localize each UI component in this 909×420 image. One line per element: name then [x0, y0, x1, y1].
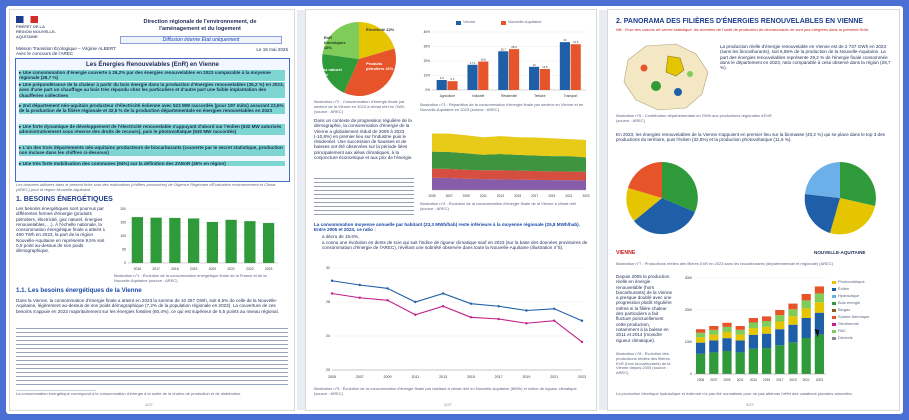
- map-point-2: [674, 88, 682, 96]
- page-3: [608, 10, 899, 410]
- chart5-y-tick: 3000: [684, 276, 692, 281]
- chart5-bar-segment: [788, 342, 797, 374]
- contrib-line: Avec le concours de l'AREC: [16, 51, 74, 56]
- summary-bullet-2: ▸ Une prépondérance de la chaleur à partir du bois énergie dans la production d'énergies renouvelables (35,2 %) en 2023, avec d'une part un chauffage au bois très répandu chez les particuliers et d'autre part une faible implantation des chaufferies collectives: [19, 82, 284, 98]
- section-1-text: Les besoins énergétiques sont pourvus par différentes formes d'énergie (produits pétroliers, électricité, gaz naturel, énergies renouvelables, ...). À l'échelle nationale, la consommation énergétique finale a atteint 1 490 TWh en 2023, la part de la région Nouvelle-Aquitaine en représente 9,5% soit 0,5 point au-dessus de son poids démographique.: [16, 206, 106, 254]
- chart5-bar-segment: [749, 322, 758, 328]
- chart2-data-label: 31,6: [572, 40, 579, 45]
- chart1-x-tick: 2021: [227, 267, 235, 271]
- chart1-y-tick: 0: [124, 261, 126, 266]
- legend-swatch-1: [832, 281, 836, 284]
- caption-2: Illustration n°2 : Consommation d'énergie finale par secteur de la Vienne en 2023 à climat réel en GWh (source : AREC): [314, 99, 405, 114]
- summary-bullet-5: ▸ L'un des trois départements néo-aquitains producteurs de biocarburants (couverte par le secret statistique, production non incluse dans les chiffres ci-dessous): [19, 145, 285, 156]
- chart2-data-label: 19,6: [480, 57, 487, 62]
- chart5-bar-segment: [736, 335, 745, 341]
- chart4-x-tick: 2017: [494, 375, 503, 379]
- chart5-bar-segment: [775, 345, 784, 374]
- caption-6: Illustration n°6 : Contribution départementale en GWh aux productions régionales d'EnR (source : AREC): [616, 113, 772, 123]
- legend-item-1: Photovoltaïque: [838, 279, 865, 284]
- chart4-x-tick: 2009: [383, 375, 392, 379]
- chart2-x-tick: Transport: [563, 94, 578, 98]
- chart4-point: [497, 318, 499, 320]
- chart5-bar-segment: [696, 343, 705, 354]
- chart5-y-tick: 0: [690, 372, 692, 377]
- chart5-y-tick: 2000: [684, 308, 692, 313]
- chart5-bar-segment: [788, 304, 797, 310]
- chart2-bar: [560, 42, 570, 90]
- chart5-bar-segment: [788, 325, 797, 343]
- subsection-1-1-title: 1.1. Les besoins énergétiques de la Vienne: [16, 287, 142, 294]
- chart5-bar-segment: [815, 293, 824, 302]
- legend-swatch-9: [832, 337, 836, 340]
- chart5-bar-segment: [815, 302, 824, 313]
- page-1-footnote: La consommation énergétique correspond à la consommation d'énergie à la sortie de la chaîne de production et de distribution.: [16, 391, 242, 396]
- chart5-bar-segment: [736, 326, 745, 330]
- chart5-bar-segment: [722, 327, 731, 332]
- chart5-bar-segment: [722, 332, 731, 338]
- chart4-point: [386, 287, 388, 289]
- chart5-x-tick: 2017: [776, 378, 784, 382]
- chart5-bar-segment: [775, 310, 784, 315]
- chart4-point: [581, 341, 583, 343]
- region-slice-hydro: [805, 162, 840, 198]
- map-point-3: [641, 65, 648, 72]
- chart4-point: [553, 320, 555, 322]
- chart2-x-tick: Résidentiel: [501, 94, 517, 98]
- page-3-text-1: La production réelle d'énergie renouvelable en Vienne est de 2 737 GWh en 2023 (sans les biocarburants), soit 6,55% de la production de la Nouvelle-Aquitaine. La part des énergies renouvelables représente 29,2 % de l'énergie finale consommée dans le département en 2023, ratio comparable à celui observé dans la région (28,7 %).: [720, 44, 891, 71]
- chart5-bar-segment: [722, 323, 731, 327]
- chart5-bar-segment: [749, 335, 758, 349]
- chart5-bar-segment: [709, 326, 718, 330]
- chart5-bar-segment: [788, 309, 797, 316]
- consumption-area-chart: [420, 122, 590, 200]
- region-pie-chart: [800, 158, 880, 238]
- chart4-x-tick: 2011: [411, 375, 420, 379]
- chart3-x-tick: 2021: [565, 194, 573, 198]
- chart2-data-label: 6,1: [450, 77, 455, 82]
- consumption-bar-chart: [114, 205, 282, 273]
- page-1-number: 1/27: [145, 402, 153, 407]
- section-2-title: 2. PANORAMA DES FILIÈRES D'ÉNERGIES RENOUVELABLES EN VIENNE: [616, 18, 864, 25]
- legend-swatch-5: [832, 309, 836, 312]
- chart1-bar: [263, 223, 274, 263]
- chart4-point: [470, 303, 472, 305]
- page-2-text-lines: [314, 178, 414, 218]
- page-2-text-1: Dans un contexte de progression régulière de la démographie, la consommation d'énergie de la Vienne a globalement réduit de 2005 à 2023 (-10,8%) en premier lieu sur l'industrie puis le résidentiel. Une succession de hausses et de baisses ont été observées sur la période liées principalement aux aléas climatiques, à la conjoncture économique et aux prix de l'énergie.: [314, 118, 413, 161]
- department-map: [616, 42, 714, 112]
- chart2-bar: [529, 67, 539, 90]
- chart5-bar-segment: [709, 330, 718, 335]
- page-1: [10, 10, 294, 410]
- sector-share-bar-chart: [420, 28, 590, 100]
- legend-swatch-vienne: [456, 21, 461, 25]
- pie-label-3: Gaz naturel 19%: [320, 67, 342, 77]
- chart2-x-tick: Industrie: [472, 94, 485, 98]
- chart4-point: [414, 301, 416, 303]
- chart5-bar-segment: [762, 316, 771, 321]
- chart5-bar-segment: [802, 338, 811, 374]
- legend-swatch-4: [832, 302, 836, 305]
- chart5-bar-segment: [696, 354, 705, 374]
- chart5-bar-segment: [749, 349, 758, 374]
- chart5-bar-segment: [775, 329, 784, 345]
- marianne-logo: [16, 16, 38, 23]
- chart2-bar: [509, 49, 519, 90]
- office-title: Direction régionale de l'environnement, de l'aménagement et du logement: [143, 19, 257, 32]
- chart4-x-tick: 2015: [466, 375, 475, 379]
- page-3-note: NB : Pour des raisons de secret statistique, les données de l'unité de production de biocarburants ne sont pas intégrées dans la présente fiche.: [616, 27, 870, 32]
- chart1-bar: [132, 217, 143, 263]
- per-capita-title: La consommation moyenne annuelle par habitant (23,3 MWh/hab) reste inférieure à la moyenne régionale (25,8 MWh/hab). Entre 2005 et 2023, ce ratio :: [314, 222, 580, 233]
- chart5-bar-segment: [722, 351, 731, 374]
- caption-3: Illustration n°3 : Répartition de la consommation d'énergie finale par secteur en Vienne et en Nouvelle-Aquitaine en 2023 (source : AREC): [420, 102, 584, 112]
- chart4-point: [470, 316, 472, 318]
- diffusion-label: Diffusion interne État uniquement: [120, 36, 282, 44]
- legend-vienne: Vienne: [463, 19, 476, 24]
- chart2-bar: [467, 65, 477, 90]
- pie-label-4: EnR thermiques 18%: [324, 35, 346, 50]
- body-text-lines: [16, 328, 288, 386]
- legend-item-9: Déchets: [838, 335, 853, 340]
- legend-swatch-7: [832, 323, 836, 326]
- chart2-y-tick: 30%: [423, 44, 430, 49]
- caption-5: Illustration n°5 : Évolution de la consommation d'énergie finale par habitant à climat réel en Nouvelle-Aquitaine (MWh) et indice de rigueur climatique (source : AREC): [314, 386, 577, 396]
- map-point-1: [651, 81, 661, 91]
- chart4-x-tick: 2005: [328, 375, 336, 379]
- chart4-point: [581, 320, 583, 322]
- chart5-x-tick: 2023: [815, 378, 823, 382]
- summary-bullet-1: ▸ Une consommation d'énergie couverte à 29,2% par des énergies renouvelables en 2023 comparable à la moyenne régionale (28,7 %): [19, 70, 285, 81]
- chart-1-caption: Illustration n°1 : Évolution de la consommation énergétique finale de la France et de la Nouvelle-Aquitaine (source : AREC): [114, 273, 267, 283]
- chart2-data-label: 14,5: [542, 64, 548, 69]
- chart5-bar-segment: [696, 333, 705, 337]
- chart2-bar: [437, 80, 447, 90]
- summary-bullet-6: ▸ Une très forte mobilisation des communes (94%) sur la définition des ZAEnR (46% en région): [19, 161, 285, 166]
- caption-7: Illustration n°7 : Productions réelles des filières EnR en 2023 sans les biocarburants (départementale et régionale) (AREC): [616, 261, 834, 266]
- vienne-pie-chart: [622, 158, 702, 238]
- chart1-x-tick: 2017: [152, 267, 160, 271]
- chart5-bar-segment: [749, 318, 758, 322]
- subsection-1-1-text: Dans la Vienne, la consommation d'énergie finale a atteint en 2023 la somme de 10 257 GWh, soit 6,5% de celle de la Nouvelle-Aquitaine, légèrement au-dessus de son poids démographique (7,2% de la population régionale en 2023). La couverture de ces besoins s'appuie en 2023 majoritairement sur les énergies fossiles (60,4%), ce qui est supérieur de 5,5 points au niveau régional.: [16, 298, 279, 314]
- chart3-x-tick: 2007: [445, 194, 453, 198]
- chart4-x-tick: 2023: [578, 375, 586, 379]
- chart5-x-tick: 2005: [697, 378, 705, 382]
- chart4-x-tick: 2019: [522, 375, 531, 379]
- chart4-point: [331, 280, 333, 282]
- chart4-point: [414, 314, 416, 316]
- chart2-bar: [540, 69, 550, 90]
- chart4-point: [359, 297, 361, 299]
- chart2-y-tick: 10%: [423, 73, 430, 78]
- chart4-point: [386, 299, 388, 301]
- chart3-x-tick: 2009: [462, 194, 470, 198]
- page-2-number: 2/27: [444, 402, 452, 407]
- chart5-x-tick: 2019: [789, 378, 797, 382]
- chart4-point: [359, 284, 361, 286]
- page-3-text-3: Depuis 2005 la production réelle en énergie renouvelable (hors biocarburants) de la Vienne a presque doublé avec une progression plutôt régulière même si la filière chaleur des particuliers a fait fluctuer ponctuellement cette production, notamment à la baisse en 2011 et 2014 (moindre rigueur climatique).: [616, 274, 673, 343]
- chart4-x-tick: 2021: [550, 375, 559, 379]
- bar-legend: [456, 20, 576, 28]
- chart5-bar-segment: [802, 294, 811, 300]
- map-region-shape: [624, 44, 708, 110]
- chart1-y-tick: 200: [120, 207, 126, 212]
- chart1-bar: [151, 218, 162, 263]
- chart1-x-tick: 2022: [246, 267, 254, 271]
- pie-label-1: Électricité 22%: [366, 27, 395, 32]
- chart5-x-tick: 2021: [802, 378, 810, 382]
- legend-swatch-2: [832, 288, 836, 291]
- page-gap-1: [297, 10, 305, 410]
- map-point-4: [687, 71, 693, 77]
- chart4-point: [553, 308, 555, 310]
- chart1-x-tick: 2020: [208, 267, 217, 271]
- chart2-x-tick: Tertiaire: [534, 94, 546, 98]
- chart1-bar: [226, 220, 237, 263]
- chart2-data-label: 33: [563, 38, 567, 43]
- per-capita-line-chart: [316, 262, 588, 382]
- legend-swatch-3: [832, 295, 836, 298]
- chart5-bar-segment: [815, 335, 824, 374]
- chart5-bar-segment: [762, 348, 771, 374]
- legend-item-5: Biogaz: [838, 307, 851, 312]
- chart4-point: [442, 305, 444, 307]
- chart2-x-tick: Agriculture: [439, 94, 456, 98]
- legend-item-8: PAC: [838, 328, 846, 333]
- chart1-bar: [169, 218, 180, 263]
- chart1-x-tick: 2018: [171, 267, 179, 271]
- chart4-point: [525, 309, 527, 311]
- legend-item-6: Solaire thermique: [838, 314, 870, 319]
- document-date: Le 15 mai 2025: [256, 47, 288, 52]
- chart1-bar: [188, 218, 199, 263]
- chart5-x-tick: 2011: [736, 378, 744, 382]
- chart2-bar: [447, 81, 457, 90]
- chart2-data-label: 28,2: [511, 45, 517, 50]
- caption-8: Illustration n°8 : Évolution des productions réelles des filières EnR (hors biocarburants) de la Vienne depuis 2005 (source : AREC): [616, 351, 671, 376]
- chart2-bar: [498, 51, 508, 90]
- chart4-y-tick: 24: [326, 334, 330, 339]
- chart5-bar-segment: [762, 321, 771, 327]
- chart4-point: [331, 292, 333, 294]
- chart5-bar-segment: [762, 334, 771, 348]
- chart2-bar: [478, 62, 488, 90]
- page-3-text-2: En 2023, les énergies renouvelables de la Vienne s'appuient en premier lieu sur la biomasse (40,2 %) qui se place dans le top 3 des productions du territoire, puis l'éolien (32,5%) et la production photovoltaïque (11,6 %).: [616, 132, 885, 143]
- chart5-bar-segment: [762, 327, 771, 334]
- chart1-bar: [244, 221, 255, 263]
- summary-box: [15, 58, 290, 182]
- chart5-bar-segment: [802, 308, 811, 318]
- chart5-bar-segment: [749, 328, 758, 335]
- chart2-data-label: 17,4: [469, 60, 476, 65]
- chart4-y-tick: 32: [326, 266, 330, 271]
- chart5-bar-segment: [722, 338, 731, 351]
- pie-vienne-label: VIENNE: [616, 250, 636, 256]
- chart5-x-tick: 2007: [710, 378, 718, 382]
- chart5-bar-segment: [736, 352, 745, 374]
- page-2: [306, 10, 596, 410]
- chart5-y-tick: 1000: [684, 340, 692, 345]
- chart4-point: [442, 292, 444, 294]
- chart5-bar-segment: [736, 330, 745, 335]
- legend-na: Nouvelle-Aquitaine: [508, 19, 542, 24]
- mission-line: Mission Transition Écologique – Virginie ALBERT: [16, 46, 116, 51]
- page-gap-2: [599, 10, 607, 410]
- chart3-x-tick: 2015: [514, 194, 522, 198]
- chart5-x-tick: 2015: [763, 378, 771, 382]
- chart5-x-tick: 2009: [723, 378, 731, 382]
- document-viewer: [6, 6, 903, 414]
- per-capita-item-1: a décru de 19,6%,: [322, 234, 360, 239]
- chart3-x-tick: 2013: [496, 194, 504, 198]
- chart5-bar-segment: [709, 335, 718, 341]
- caption-4: Illustration n°4 : Évolution de la consommation d'énergie finale de la Vienne à climat réel (source : AREC): [420, 201, 577, 211]
- page-3-number: 3/27: [746, 402, 754, 407]
- data-note: Les données utilisées dans le présent fiche sont des estimations (chiffres provisoires) de l'Agence Régionale d'Évaluation environnement et Climat (AREC) pour la région Nouvelle-Aquitaine.: [16, 182, 276, 192]
- chart4-point: [525, 322, 527, 324]
- chart3-x-tick: 2005: [428, 194, 436, 198]
- chart2-y-tick: 0%: [425, 88, 430, 93]
- chart4-point: [497, 305, 499, 307]
- chart2-data-label: 26,7: [500, 47, 507, 52]
- chart1-x-tick: 2016: [133, 267, 142, 271]
- chart2-y-tick: 20%: [423, 59, 430, 64]
- chart5-bar-segment: [775, 322, 784, 330]
- chart4-x-tick: 2007: [355, 375, 364, 379]
- chart1-x-tick: 2019: [189, 267, 198, 271]
- chart3-x-tick: 2017: [531, 194, 539, 198]
- chart2-y-tick: 40%: [423, 30, 430, 35]
- chart2-bar: [571, 44, 581, 90]
- chart5-bar-segment: [696, 329, 705, 333]
- chart3-x-tick: 2019: [548, 194, 556, 198]
- logo-text: PRÉFET DE LA RÉGION NOUVELLE-AQUITAINE: [16, 24, 57, 39]
- legend-item-7: Géothermie: [838, 321, 859, 326]
- chart5-bar-segment: [696, 337, 705, 342]
- chart4-y-tick: 20: [326, 368, 330, 373]
- chart3-x-tick: 2011: [479, 194, 487, 198]
- chart4-line-vienne: [332, 294, 582, 342]
- page-3-footnote: La production électrique hydraulique et éolienne n'a pas été normalisée pour ne pas atténuer l'effet des variations pluviales annuelles.: [616, 391, 853, 396]
- chart1-y-tick: 50: [122, 247, 126, 252]
- chart5-bar-segment: [802, 318, 811, 338]
- section-1-title: 1. BESOINS ÉNERGÉTIQUES: [16, 196, 113, 203]
- chart2-data-label: 6,9: [439, 75, 444, 80]
- legend-swatch-8: [832, 330, 836, 333]
- pie-na-label: NOUVELLE-AQUITAINE: [814, 250, 866, 255]
- chart4-y-tick: 28: [326, 300, 330, 305]
- chart4-line-nouvelle-aquitaine: [332, 281, 582, 321]
- chart1-bar: [207, 222, 218, 263]
- legend-item-4: Bois énergie: [838, 300, 861, 305]
- legend-item-3: Hydraulique: [838, 293, 860, 298]
- summary-bullet-4: ▸ Une forte dynamique de développement de l'électricité renouvelable s'appuyant d'abord sur l'éolien (632 MW autorisés administrativement sous réserve des droits de recours), puis le photovoltaïque (530 MW raccordés): [19, 124, 285, 135]
- per-capita-item-2: a connu une évolution en dents de scie qui suit l'indice de rigueur climatique sauf en 2023 (sur la base des données provisoires de consommation d'énergie de l'AREC), révélant une sobriété observée dans toute la Nouvelle-Aquitaine (illustration n°5).: [322, 240, 588, 251]
- chart2-data-label: 16: [532, 62, 536, 67]
- chart5-bar-segment: [709, 352, 718, 374]
- summary-bullet-3: ▸ 2nd département néo-aquitain producteur d'électricité éolienne avec 523 MW raccordés (pour 197 mâts) assurant 23,6% de la production de la filière régionale et 32,5 % de la production départementale en énergies renouvelables en 2023: [19, 103, 284, 114]
- summary-title: Les Énergies Renouvelables (EnR) en Vienne: [86, 61, 219, 68]
- chart3-x-tick: 2023: [582, 194, 590, 198]
- chart5-bar-segment: [788, 316, 797, 324]
- chart5-bar-segment: [709, 340, 718, 352]
- chart5-bar-segment: [736, 340, 745, 352]
- chart1-y-tick: 150: [120, 220, 126, 225]
- enr-legend: [832, 280, 896, 380]
- chart1-y-tick: 100: [120, 234, 126, 239]
- legend-item-2: Éolien: [838, 286, 850, 291]
- pie-label-2: Produits pétroliers 41%: [366, 61, 394, 71]
- chart4-x-tick: 2013: [439, 375, 448, 379]
- legend-swatch-na: [501, 21, 506, 25]
- chart5-x-tick: 2013: [749, 378, 757, 382]
- chart5-bar-segment: [815, 286, 824, 293]
- legend-swatch-6: [832, 316, 836, 319]
- chart1-x-tick: 2023: [264, 267, 273, 271]
- chart5-bar-segment: [775, 315, 784, 321]
- chart5-bar-segment: [802, 300, 811, 308]
- enr-stacked-bar-chart: [680, 274, 830, 384]
